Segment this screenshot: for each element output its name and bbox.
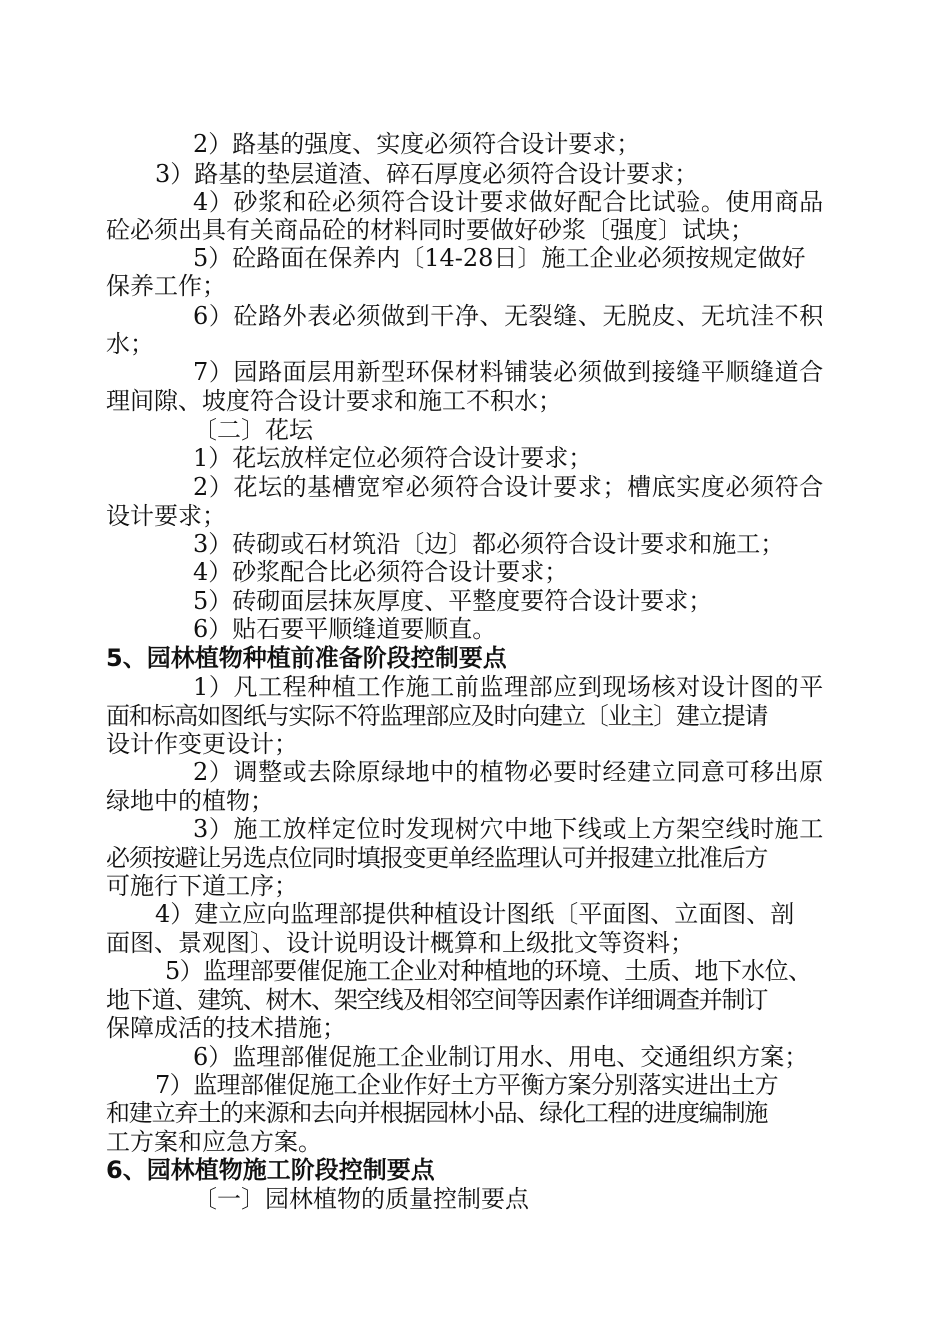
text-line: 2）花坛的基槽宽窄必须符合设计要求；槽底实度必须符合 (193, 473, 824, 501)
text-line: 理间隙、坡度符合设计要求和施工不积水； (106, 387, 562, 415)
text-line: 和建立弃土的来源和去向并根据园林小品、绿化工程的进度编制施 (106, 1099, 768, 1127)
text-line: 〔一〕园林植物的质量控制要点 (193, 1185, 529, 1213)
text-line: 工方案和应急方案。 (106, 1128, 322, 1156)
text-line: 〔二〕花坛 (193, 416, 313, 444)
text-line: 7）园路面层用新型环保材料铺装必须做到接缝平顺缝道合 (193, 358, 824, 386)
text-line: 4）砂浆和砼必须符合设计要求做好配合比试验。使用商品 (193, 188, 824, 216)
text-line: 必须按避让另选点位同时填报变更单经监理认可并报建立批准后方 (106, 844, 768, 872)
text-line: 3）砖砌或石材筑沿〔边〕都必须符合设计要求和施工； (193, 530, 785, 558)
section-heading: 6、园林植物施工阶段控制要点 (106, 1156, 435, 1184)
text-line: 4）砂浆配合比必须符合设计要求； (193, 558, 569, 586)
text-line: 2）调整或去除原绿地中的植物必要时经建立同意可移出原 (193, 758, 824, 786)
text-line: 5）砖砌面层抹灰厚度、平整度要符合设计要求； (193, 587, 713, 615)
text-line: 1）凡工程种植工作施工前监理部应到现场核对设计图的平 (193, 673, 824, 701)
text-line: 水； (106, 330, 154, 358)
text-line: 2）路基的强度、实度必须符合设计要求； (193, 130, 641, 158)
text-line: 1）花坛放样定位必须符合设计要求； (193, 444, 593, 472)
text-line: 地下道、建筑、树木、架空线及相邻空间等因素作详细调查并制订 (106, 986, 768, 1014)
text-line: 6）监理部催促施工企业制订用水、用电、交通组织方案； (193, 1043, 809, 1071)
text-line: 保养工作； (106, 272, 226, 300)
text-line: 6）砼路外表必须做到干净、无裂缝、无脱皮、无坑洼不积 (193, 302, 824, 330)
text-line: 设计要求； (106, 502, 226, 530)
text-line: 面图、景观图〕、设计说明设计概算和上级批文等资料； (106, 929, 694, 957)
text-line: 设计作变更设计； (106, 730, 298, 758)
text-line: 面和标高如图纸与实际不符监理部应及时向建立〔业主〕建立提请 (106, 702, 768, 730)
text-line: 砼必须出具有关商品砼的材料同时要做好砂浆〔强度〕试块； (106, 216, 754, 244)
section-heading: 5、园林植物种植前准备阶段控制要点 (106, 644, 507, 672)
text-line: 绿地中的植物； (106, 787, 274, 815)
text-line: 7）监理部催促施工企业作好土方平衡方案分别落实进出土方 (155, 1071, 779, 1099)
text-line: 6）贴石要平顺缝道要顺直。 (193, 615, 497, 643)
text-line: 4）建立应向监理部提供种植设计图纸〔平面图、立面图、剖 (155, 900, 795, 928)
text-line: 3）路基的垫层道渣、碎石厚度必须符合设计要求； (155, 160, 699, 188)
text-line: 5）监理部要催促施工企业对种植地的环境、土质、地下水位、 (165, 957, 812, 985)
text-line: 可施行下道工序； (106, 872, 298, 900)
text-line: 保障成活的技术措施； (106, 1014, 346, 1042)
text-line: 5）砼路面在保养内〔14-28日〕施工企业必须按规定做好 (193, 244, 806, 272)
text-line: 3）施工放样定位时发现树穴中地下线或上方架空线时施工 (193, 815, 824, 843)
